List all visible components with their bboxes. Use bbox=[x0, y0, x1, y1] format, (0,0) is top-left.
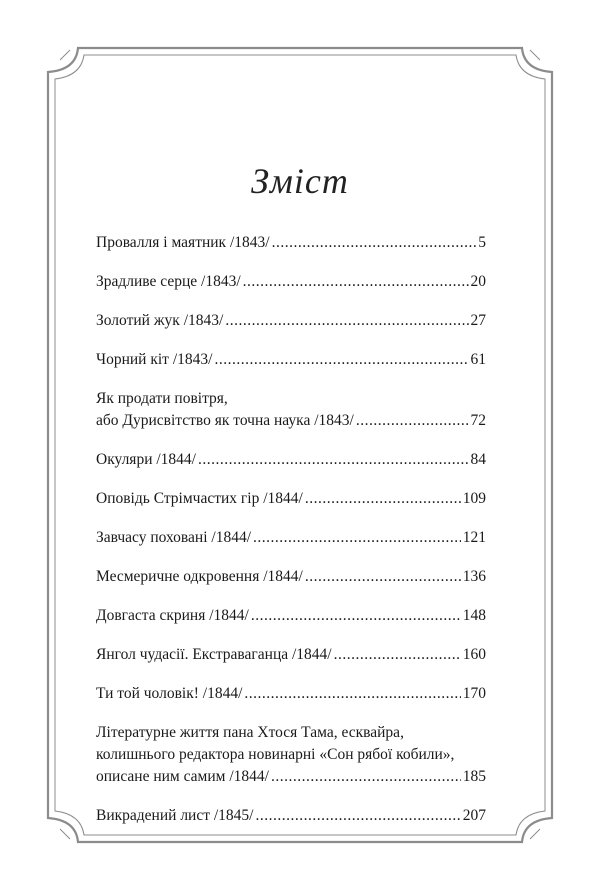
toc-entry[interactable] bbox=[96, 349, 486, 371]
dot-leader bbox=[214, 349, 468, 371]
dot-leader bbox=[334, 644, 461, 666]
dot-leader bbox=[198, 449, 469, 471]
toc-entry-title: або Дурисвітство як точна наука /1843/ bbox=[96, 412, 354, 429]
toc-page-number: 121 bbox=[462, 529, 486, 546]
dot-leader bbox=[243, 271, 469, 293]
toc-page-number: 72 bbox=[470, 412, 486, 429]
toc-page-number: 84 bbox=[470, 451, 486, 468]
toc-entry[interactable] bbox=[96, 722, 486, 788]
toc-entry-title: Оповідь Стрімчастих гір /1844/ bbox=[96, 490, 303, 507]
toc-entry[interactable] bbox=[96, 449, 486, 471]
toc-entry[interactable] bbox=[96, 271, 486, 293]
toc-page-number: 160 bbox=[462, 646, 486, 663]
dot-leader bbox=[225, 310, 468, 332]
toc-page-number: 136 bbox=[462, 568, 486, 585]
toc-entry-title-line: Як продати повітря, bbox=[96, 390, 228, 407]
table-of-contents bbox=[96, 232, 486, 827]
toc-entry-title-line: колишнього редактора новинарні «Сон рябої кобили», bbox=[96, 746, 455, 763]
toc-entry[interactable] bbox=[96, 388, 486, 432]
toc-page-number: 5 bbox=[478, 234, 486, 251]
toc-entry-title: Викрадений лист /1845/ bbox=[96, 807, 254, 824]
toc-entry-title: Довгаста скриня /1844/ bbox=[96, 607, 249, 624]
toc-entry-title: Чорний кіт /1843/ bbox=[96, 351, 213, 368]
toc-entry[interactable] bbox=[96, 683, 486, 705]
toc-entry-title: Янгол чудасії. Екстраваганца /1844/ bbox=[96, 646, 332, 663]
page-title: Зміст bbox=[251, 161, 349, 201]
toc-entry-title: Месмеричне одкровення /1844/ bbox=[96, 568, 303, 585]
dot-leader bbox=[305, 488, 461, 510]
toc-entry-title-line: Літературне життя пана Хтося Тама, есквайра, bbox=[96, 724, 404, 741]
toc-entry[interactable] bbox=[96, 644, 486, 666]
toc-entry[interactable] bbox=[96, 232, 486, 254]
dot-leader bbox=[253, 527, 461, 549]
toc-page-number: 170 bbox=[462, 685, 486, 702]
toc-page-number: 61 bbox=[470, 351, 486, 368]
toc-page-number: 20 bbox=[470, 273, 486, 290]
toc-entry-title: описане ним самим /1844/ bbox=[96, 768, 269, 785]
dot-leader bbox=[244, 683, 460, 705]
toc-page-number: 27 bbox=[470, 312, 486, 329]
toc-entry-title: Золотий жук /1843/ bbox=[96, 312, 224, 329]
dot-leader bbox=[305, 566, 461, 588]
toc-entry-title: Провалля і маятник /1843/ bbox=[96, 234, 270, 251]
toc-page-number: 185 bbox=[462, 768, 486, 785]
toc-page-number: 207 bbox=[462, 807, 486, 824]
toc-entry[interactable] bbox=[96, 805, 486, 827]
toc-page-number: 109 bbox=[462, 490, 486, 507]
toc-entry[interactable] bbox=[96, 605, 486, 627]
toc-entry[interactable] bbox=[96, 310, 486, 332]
dot-leader bbox=[251, 605, 461, 627]
toc-entry-title: Зрадливе серце /1843/ bbox=[96, 273, 241, 290]
toc-entry[interactable] bbox=[96, 566, 486, 588]
toc-entry-title: Завчасу поховані /1844/ bbox=[96, 529, 251, 546]
toc-entry-title: Окуляри /1844/ bbox=[96, 451, 196, 468]
dot-leader bbox=[272, 232, 477, 254]
toc-entry[interactable] bbox=[96, 527, 486, 549]
toc-entry-title: Ти той чоловік! /1844/ bbox=[96, 685, 243, 702]
dot-leader bbox=[356, 410, 469, 432]
toc-entry[interactable] bbox=[96, 488, 486, 510]
dot-leader bbox=[271, 766, 461, 788]
toc-page-number: 148 bbox=[462, 607, 486, 624]
dot-leader bbox=[256, 805, 461, 827]
